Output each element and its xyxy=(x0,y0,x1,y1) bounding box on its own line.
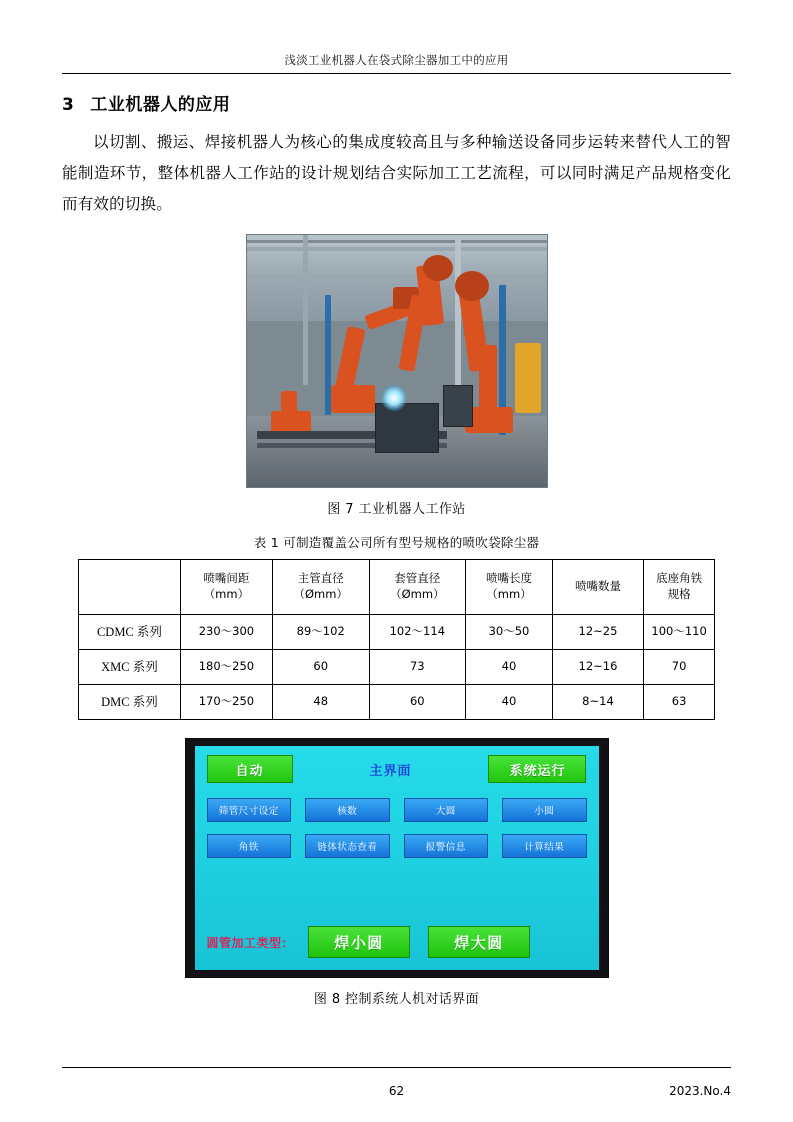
table-cell: 170～250 xyxy=(180,685,272,720)
figure7-caption: 图 7 工业机器人工作站 xyxy=(327,502,466,517)
hmi-screen-title: 主界面 xyxy=(369,763,412,779)
table1-caption: 表 1 可制造覆盖公司所有型号规格的喷吹袋除尘器 xyxy=(253,535,540,550)
photo-column xyxy=(455,235,461,395)
header-line: 喷嘴间距 xyxy=(203,571,250,586)
photo-fence-post xyxy=(325,295,331,415)
table-cell: 60 xyxy=(272,650,369,685)
hmi-monitor-bezel xyxy=(185,738,609,978)
photo-beam xyxy=(247,275,547,278)
photo-robot-arm xyxy=(281,391,297,417)
figure8-caption: 图 8 控制系统人机对话界面 xyxy=(313,992,480,1007)
running-head: 浅淡工业机器人在袋式除尘器加工中的应用 xyxy=(284,53,509,67)
photo-weld-spark xyxy=(381,385,407,411)
photo-robot-arm xyxy=(479,345,497,415)
button-alarm-info[interactable]: 报警信息 xyxy=(404,834,489,858)
table-header-cell xyxy=(552,560,643,615)
button-big-circle[interactable]: 大圆 xyxy=(404,798,489,822)
hmi-button-grid xyxy=(207,798,587,858)
section-heading xyxy=(62,90,731,115)
pipe-type-label: 圆管加工类型： xyxy=(206,935,295,950)
table-row-label: XMC 系列 xyxy=(79,650,181,685)
table-row xyxy=(79,685,715,720)
table-row xyxy=(79,650,715,685)
hmi-top-row xyxy=(207,756,587,782)
hmi-screen xyxy=(195,746,599,970)
table-header-cell xyxy=(79,560,181,615)
figure7-container xyxy=(62,234,731,488)
hmi-bottom-row xyxy=(207,926,587,958)
header-line: （Ømm） xyxy=(390,587,445,601)
table-cell: 230～300 xyxy=(180,615,272,650)
photo-column xyxy=(303,235,308,385)
header-line: 规格 xyxy=(667,587,691,601)
table-cell: 100～110 xyxy=(644,615,715,650)
header-line: （mm） xyxy=(203,587,250,601)
table-cell: 12~16 xyxy=(552,650,643,685)
button-count[interactable]: 核数 xyxy=(305,798,390,822)
weld-small-circle-button[interactable]: 焊小圆 xyxy=(308,926,410,958)
table-cell: 180～250 xyxy=(180,650,272,685)
system-running-button[interactable]: 系统运行 xyxy=(488,755,586,783)
section-number: 3 xyxy=(62,95,75,115)
table-cell: 48 xyxy=(272,685,369,720)
table-cell: 70 xyxy=(644,650,715,685)
button-small-circle[interactable]: 小圆 xyxy=(502,798,587,822)
header-line: （mm） xyxy=(486,587,532,601)
table-cell: 40 xyxy=(466,650,553,685)
weld-big-circle-button[interactable]: 焊大圆 xyxy=(428,926,530,958)
button-chain-status[interactable]: 链体状态查看 xyxy=(305,834,390,858)
table-header-row xyxy=(79,560,715,615)
table-cell: 12~25 xyxy=(552,615,643,650)
table-cell: 102～114 xyxy=(369,615,466,650)
header-line: 主管直径 xyxy=(297,571,344,586)
robot-workstation-photo xyxy=(246,234,548,488)
header-line: （Ømm） xyxy=(293,587,348,601)
table-row xyxy=(79,615,715,650)
body-paragraph: 以切割、搬运、焊接机器人为核心的集成度较高且与多种输送设备同步运转来替代人工的智能制造环节，整体机器人工作站的设计规划结合实际加工工艺流程，可以同时满足产品规格变化而有效的切换。 xyxy=(62,133,731,213)
table-row-label: CDMC 系列 xyxy=(79,615,181,650)
photo-robot-base xyxy=(331,385,375,413)
spec-table xyxy=(78,559,715,720)
button-calculation-result[interactable]: 计算结果 xyxy=(502,834,587,858)
photo-equipment xyxy=(515,343,541,413)
header-divider xyxy=(62,73,731,74)
header-line: 套管直径 xyxy=(394,571,441,586)
table-row-label: DMC 系列 xyxy=(79,685,181,720)
header-line: 喷嘴数量 xyxy=(574,579,621,594)
table-cell: 40 xyxy=(466,685,553,720)
footer-divider xyxy=(62,1067,731,1068)
header-line: 底座角铁 xyxy=(656,571,703,586)
table-cell: 73 xyxy=(369,650,466,685)
table-header-cell xyxy=(369,560,466,615)
table-cell: 60 xyxy=(369,685,466,720)
button-angle-iron[interactable]: 角铁 xyxy=(207,834,292,858)
photo-beam xyxy=(247,247,547,251)
header-line: 喷嘴长度 xyxy=(485,571,532,586)
table-header-cell xyxy=(644,560,715,615)
table-cell: 30～50 xyxy=(466,615,553,650)
photo-robot-joint xyxy=(455,271,489,301)
photo-control-cabinet xyxy=(443,385,473,427)
photo-robot-joint xyxy=(423,255,453,281)
page-number: 62 xyxy=(388,1084,405,1098)
table-cell: 8~14 xyxy=(552,685,643,720)
auto-mode-button[interactable]: 自动 xyxy=(207,755,293,783)
table-header-cell xyxy=(272,560,369,615)
section-title: 工业机器人的应用 xyxy=(90,95,231,115)
photo-control-cabinet xyxy=(375,403,439,453)
table-header-cell xyxy=(180,560,272,615)
button-pipe-size-setting[interactable]: 筛管尺寸设定 xyxy=(207,798,292,822)
page-footer xyxy=(62,1084,731,1098)
figure8-container xyxy=(62,738,731,978)
issue-label: 2023.No.4 xyxy=(669,1084,731,1098)
table-cell: 63 xyxy=(644,685,715,720)
table-cell: 89～102 xyxy=(272,615,369,650)
table-header-cell xyxy=(466,560,553,615)
